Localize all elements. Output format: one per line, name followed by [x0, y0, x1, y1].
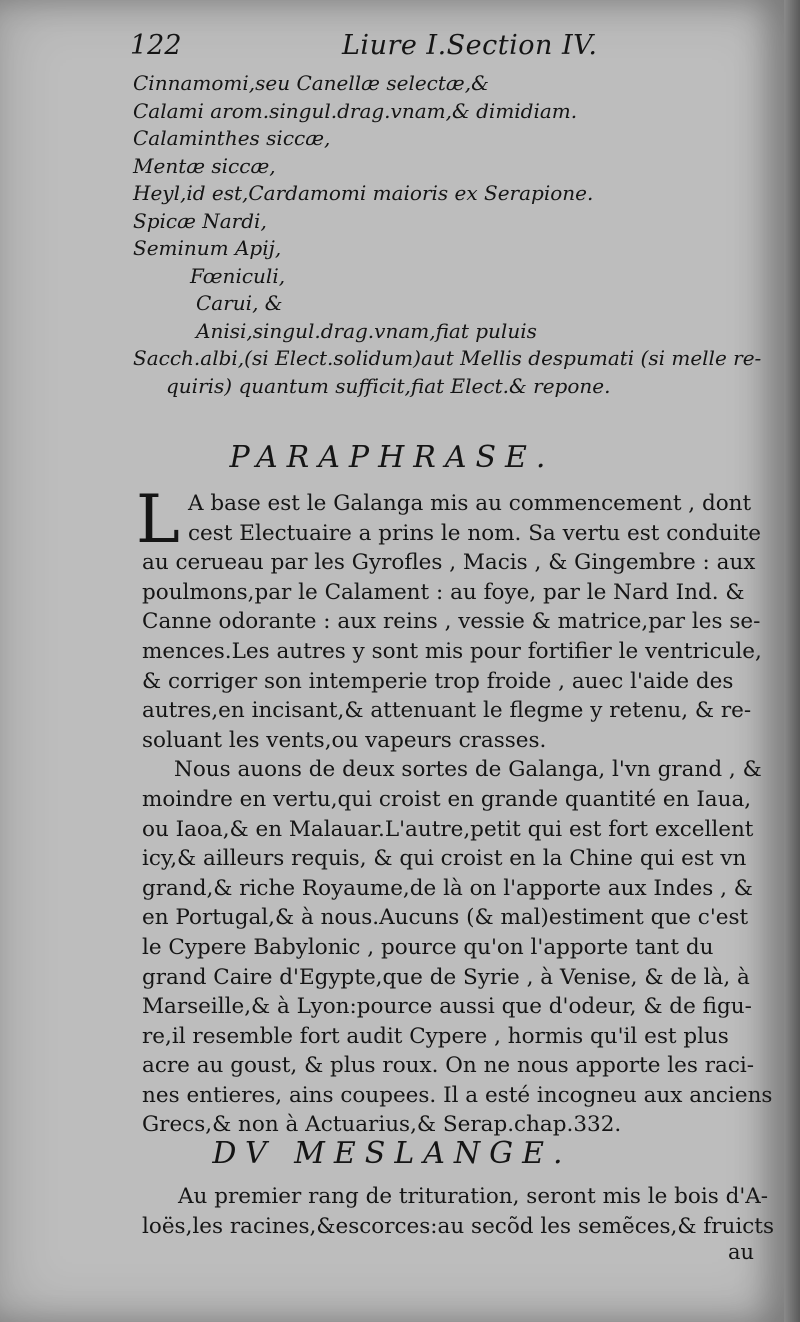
recipe-line: Cinnamomi,seu Canellæ selectæ,&: [133, 71, 489, 95]
text-line: grand,& riche Royaume,de là on l'apporte aux Indes , &: [142, 875, 753, 901]
text-line: cest Electuaire a prins le nom. Sa vertu est conduite: [188, 520, 761, 546]
text-line: acre au goust, & plus roux. On ne nous apporte les raci-: [142, 1053, 755, 1079]
text-line: au cerueau par les Gyrofles , Macis , & Gingembre : aux: [142, 550, 756, 576]
page-number: 122: [130, 30, 182, 61]
text-line: nes entieres, ains coupees. Il a esté incogneu aux anciens: [142, 1082, 773, 1108]
text-line: Canne odorante : aux reins , vessie & matrice,par les se-: [142, 609, 761, 635]
meslange-heading: DV MESLANGE.: [212, 1136, 572, 1171]
text-line: Nous auons de deux sortes de Galanga, l'vn grand , &: [174, 757, 762, 783]
text-line: en Portugal,& à nous.Aucuns (& mal)estiment que c'est: [142, 905, 749, 931]
page-edge-shadow: [784, 0, 800, 1322]
text-line: Marseille,& à Lyon:pource aussi que d'odeur, & de figu-: [142, 994, 752, 1020]
text-line: soluant les vents,ou vapeurs crasses.: [142, 727, 547, 753]
text-line: poulmons,par le Calament : au foye, par le Nard Ind. &: [142, 579, 745, 605]
text-line: & corriger son intemperie trop froide , auec l'aide des: [142, 668, 734, 694]
recipe-line: Mentæ siccæ,: [133, 153, 276, 178]
text-line: Au premier rang de trituration, seront mis le bois d'A-: [178, 1184, 769, 1209]
recipe-line: Anisi,singul.drag.vnam,fiat puluis: [196, 318, 537, 343]
recipe-line: Calaminthes siccæ,: [133, 126, 331, 150]
recipe-line: Heyl,id est,Cardamomi maioris ex Serapione.: [133, 181, 594, 205]
catchword: au: [728, 1240, 755, 1264]
text-line: Grecs,& non à Actuarius,& Serap.chap.332.: [142, 1112, 622, 1138]
recipe-line: Sacch.albi,(si Elect.solidum)aut Mellis despumati (si melle re-: [133, 346, 762, 370]
text-line: autres,en incisant,& attenuant le flegme y retenu, & re-: [142, 698, 752, 724]
recipe-line: Fœniculi,: [190, 263, 286, 288]
recipe-line: quiris) quantum sufficit,fiat Elect.& repone.: [166, 373, 611, 398]
text-line: icy,& ailleurs requis, & qui croist en la Chine qui est vn: [142, 846, 747, 872]
recipe-line: Calami arom.singul.drag.vnam,& dimidiam.: [133, 98, 578, 123]
paraphrase-text: [142, 489, 778, 1140]
text-line: mences.Les autres y sont mis pour fortifier le ventricule,: [142, 638, 762, 664]
recipe-line: Carui, &: [196, 291, 283, 315]
running-title: Liure I.Section IV.: [342, 30, 598, 61]
text-line: le Cypere Babylonic , pource qu'on l'apporte tant du: [142, 934, 714, 960]
paraphrase-heading: PARAPHRASE.: [229, 440, 555, 475]
text-line: loës,les racines,&escorces:au secõd les semẽces,& fruicts: [142, 1213, 774, 1239]
recipe-line: Seminum Apij,: [133, 236, 282, 260]
recipe-list: [0, 70, 784, 400]
text-line: A base est le Galanga mis au commencement , dont: [188, 491, 752, 516]
meslange-text: [142, 1182, 778, 1241]
text-line: ou Iaoa,& en Malauar.L'autre,petit qui est fort excellent: [142, 816, 754, 842]
drop-cap-letter: L: [136, 481, 180, 558]
recipe-line: Spicæ Nardi,: [133, 208, 267, 233]
running-header: [130, 30, 775, 70]
text-line: re,il resemble fort audit Cypere , hormis qu'il est plus: [142, 1023, 729, 1049]
text-line: moindre en vertu,qui croist en grande quantité en Iaua,: [142, 786, 752, 812]
text-line: grand Caire d'Egypte,que de Syrie , à Venise, & de là, à: [142, 964, 750, 990]
